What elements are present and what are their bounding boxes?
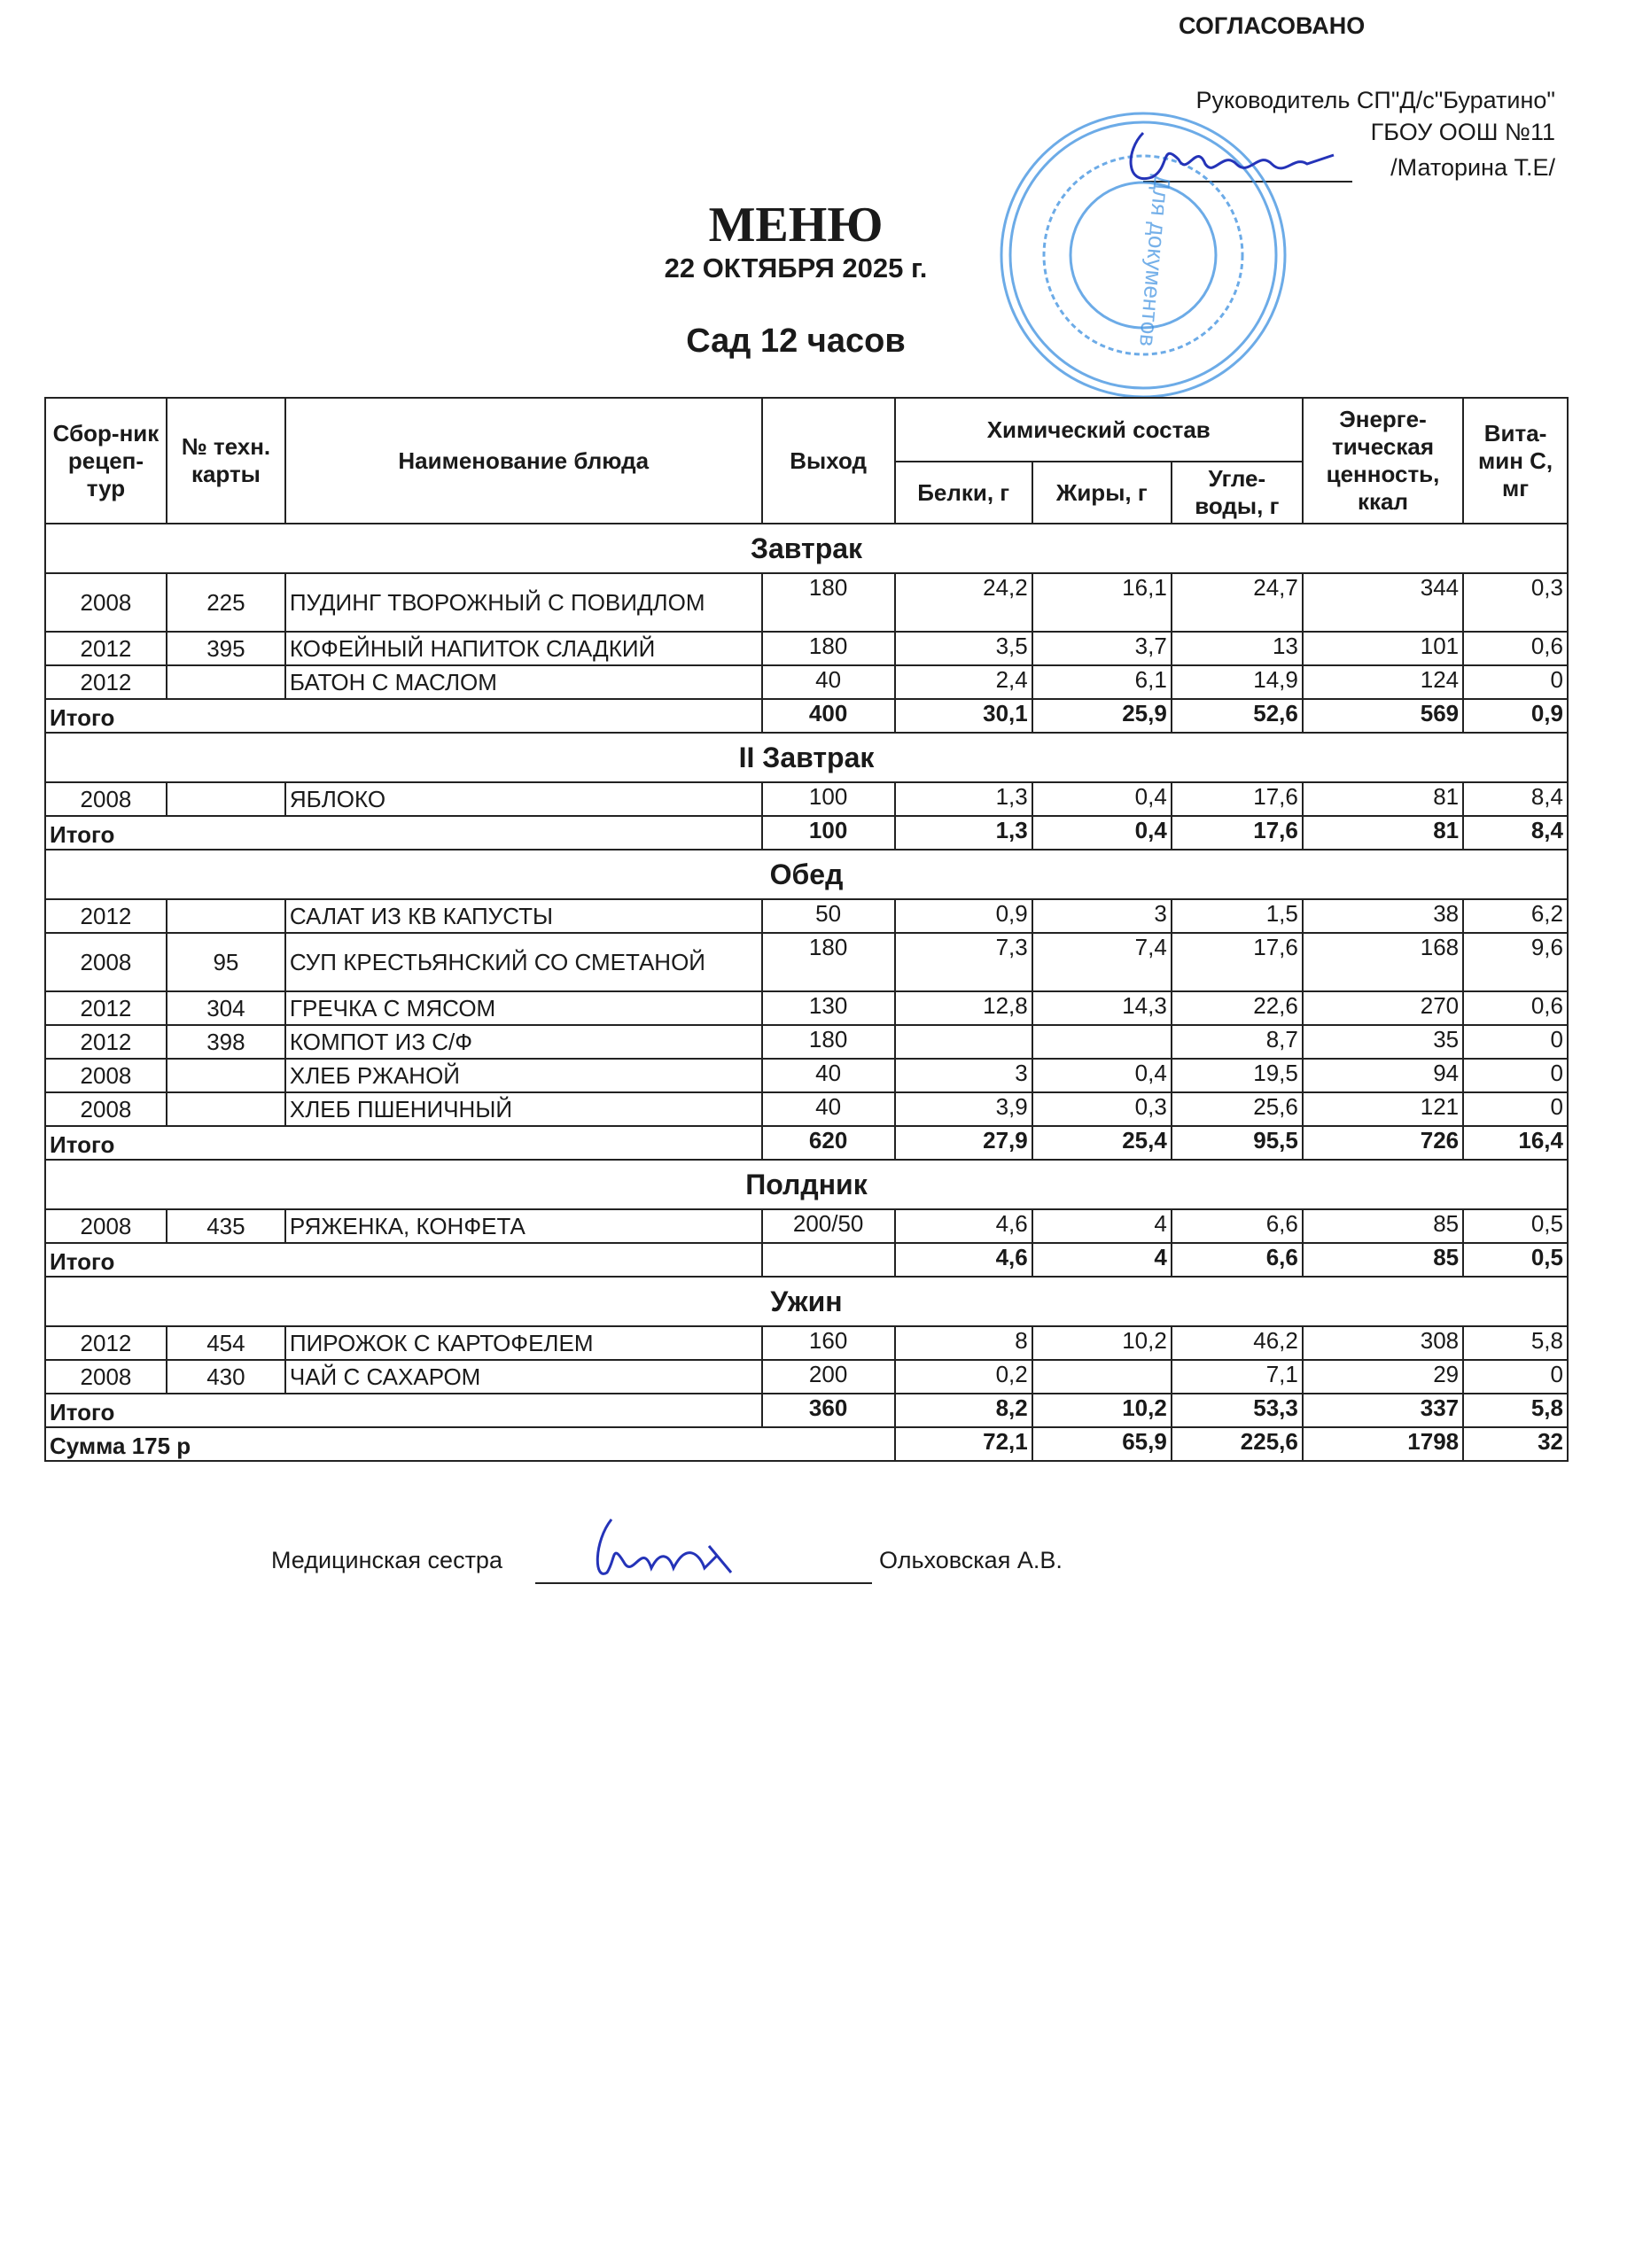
- cell-card: 395: [167, 632, 285, 665]
- total-vitc: 5,8: [1463, 1394, 1568, 1427]
- cell-dish: КОМПОТ ИЗ С/Ф: [285, 1025, 762, 1059]
- cell-yield: 200: [762, 1360, 895, 1394]
- cell-dish: БАТОН С МАСЛОМ: [285, 665, 762, 699]
- cell-vitc: 0: [1463, 665, 1568, 699]
- grand-total-label: Сумма 175 р: [45, 1427, 895, 1461]
- cell-vitc: 0: [1463, 1360, 1568, 1394]
- cell-protein: 0,9: [895, 899, 1032, 933]
- total-energy: 81: [1303, 816, 1463, 850]
- cell-carbs: 22,6: [1172, 991, 1303, 1025]
- total-carbs: 17,6: [1172, 816, 1303, 850]
- total-vitc: 8,4: [1463, 816, 1568, 850]
- cell-fat: [1032, 1025, 1172, 1059]
- cell-carbs: 46,2: [1172, 1326, 1303, 1360]
- cell-dish: ПУДИНГ ТВОРОЖНЫЙ С ПОВИДЛОМ: [285, 573, 762, 632]
- cell-collection: 2008: [45, 573, 167, 632]
- cell-fat: 16,1: [1032, 573, 1172, 632]
- menu-subtitle: Сад 12 часов: [686, 322, 906, 360]
- table-row: [45, 782, 1568, 816]
- cell-card: 430: [167, 1360, 285, 1394]
- total-carbs: 52,6: [1172, 699, 1303, 733]
- cell-energy: 94: [1303, 1059, 1463, 1092]
- page-title: МЕНЮ: [708, 198, 884, 252]
- approval-name: /Маторина Т.Е/: [1390, 154, 1555, 181]
- section-row: [45, 1277, 1568, 1326]
- cell-fat: 0,3: [1032, 1092, 1172, 1126]
- total-label: Итого: [45, 699, 762, 733]
- total-fat: 4: [1032, 1243, 1172, 1277]
- cell-energy: 81: [1303, 782, 1463, 816]
- cell-card: [167, 1092, 285, 1126]
- cell-dish: САЛАТ ИЗ КВ КАПУСТЫ: [285, 899, 762, 933]
- approval-label: СОГЛАСОВАНО: [1179, 12, 1366, 39]
- cell-fat: 0,4: [1032, 782, 1172, 816]
- cell-vitc: 0: [1463, 1025, 1568, 1059]
- total-yield: 100: [762, 816, 895, 850]
- total-vitc: 0,9: [1463, 699, 1568, 733]
- cell-dish: ЯБЛОКО: [285, 782, 762, 816]
- section-row: [45, 1160, 1568, 1209]
- cell-vitc: 0,5: [1463, 1209, 1568, 1243]
- cell-card: 304: [167, 991, 285, 1025]
- total-yield: [762, 1243, 895, 1277]
- cell-yield: 180: [762, 1025, 895, 1059]
- cell-fat: 7,4: [1032, 933, 1172, 991]
- cell-fat: 4: [1032, 1209, 1172, 1243]
- cell-yield: 40: [762, 1059, 895, 1092]
- total-label: Итого: [45, 1126, 762, 1160]
- cell-fat: [1032, 1360, 1172, 1394]
- cell-card: 435: [167, 1209, 285, 1243]
- cell-dish: ХЛЕБ ПШЕНИЧНЫЙ: [285, 1092, 762, 1126]
- nurse-label: Медицинская сестра: [271, 1547, 502, 1573]
- cell-carbs: 13: [1172, 632, 1303, 665]
- table-row: [45, 933, 1568, 991]
- cell-carbs: 1,5: [1172, 899, 1303, 933]
- header-collection: Сбор-ник рецеп-тур: [45, 398, 167, 524]
- grand-total-fat: 65,9: [1032, 1427, 1172, 1461]
- cell-card: 454: [167, 1326, 285, 1360]
- menu-date: 22 ОКТЯБРЯ 2025 г.: [664, 252, 928, 284]
- table-row: [45, 899, 1568, 933]
- cell-carbs: 25,6: [1172, 1092, 1303, 1126]
- cell-vitc: 8,4: [1463, 782, 1568, 816]
- cell-vitc: 0: [1463, 1059, 1568, 1092]
- cell-yield: 160: [762, 1326, 895, 1360]
- cell-carbs: 17,6: [1172, 933, 1303, 991]
- table-row: [45, 1360, 1568, 1394]
- total-carbs: 95,5: [1172, 1126, 1303, 1160]
- cell-collection: 2008: [45, 1360, 167, 1394]
- total-protein: 8,2: [895, 1394, 1032, 1427]
- total-vitc: 16,4: [1463, 1126, 1568, 1160]
- header-dish: Наименование блюда: [285, 398, 762, 524]
- cell-protein: 0,2: [895, 1360, 1032, 1394]
- cell-fat: 6,1: [1032, 665, 1172, 699]
- cell-yield: 100: [762, 782, 895, 816]
- total-protein: 27,9: [895, 1126, 1032, 1160]
- cell-collection: 2012: [45, 899, 167, 933]
- approval-organization: ГБОУ ООШ №11: [1370, 119, 1555, 145]
- cell-fat: 14,3: [1032, 991, 1172, 1025]
- cell-energy: 308: [1303, 1326, 1463, 1360]
- cell-collection: 2008: [45, 933, 167, 991]
- header-vitc: Вита-мин С, мг: [1463, 398, 1568, 524]
- cell-vitc: 6,2: [1463, 899, 1568, 933]
- total-energy: 569: [1303, 699, 1463, 733]
- cell-carbs: 14,9: [1172, 665, 1303, 699]
- total-protein: 1,3: [895, 816, 1032, 850]
- cell-protein: 4,6: [895, 1209, 1032, 1243]
- total-row: [45, 816, 1568, 850]
- cell-yield: 200/50: [762, 1209, 895, 1243]
- header-carbs: Угле-воды, г: [1172, 462, 1303, 524]
- cell-card: 225: [167, 573, 285, 632]
- cell-vitc: 0: [1463, 1092, 1568, 1126]
- cell-vitc: 0,6: [1463, 991, 1568, 1025]
- cell-dish: ПИРОЖОК С КАРТОФЕЛЕМ: [285, 1326, 762, 1360]
- table-row: [45, 665, 1568, 699]
- menu-table: [44, 397, 1569, 1462]
- cell-collection: 2012: [45, 632, 167, 665]
- cell-energy: 121: [1303, 1092, 1463, 1126]
- cell-vitc: 5,8: [1463, 1326, 1568, 1360]
- total-vitc: 0,5: [1463, 1243, 1568, 1277]
- table-row: [45, 632, 1568, 665]
- grand-total-energy: 1798: [1303, 1427, 1463, 1461]
- cell-carbs: 6,6: [1172, 1209, 1303, 1243]
- approval-position: Руководитель СП"Д/с"Буратино": [1195, 87, 1555, 113]
- total-energy: 337: [1303, 1394, 1463, 1427]
- cell-yield: 40: [762, 665, 895, 699]
- svg-text:Для документов: Для документов: [1134, 173, 1176, 348]
- cell-energy: 168: [1303, 933, 1463, 991]
- cell-fat: 10,2: [1032, 1326, 1172, 1360]
- section-title: Завтрак: [45, 524, 1568, 573]
- cell-collection: 2008: [45, 782, 167, 816]
- nurse-signature: [576, 1506, 789, 1586]
- total-energy: 85: [1303, 1243, 1463, 1277]
- cell-carbs: 19,5: [1172, 1059, 1303, 1092]
- table-row: [45, 1209, 1568, 1243]
- cell-carbs: 24,7: [1172, 573, 1303, 632]
- total-energy: 726: [1303, 1126, 1463, 1160]
- total-yield: 360: [762, 1394, 895, 1427]
- grand-total-vitc: 32: [1463, 1427, 1568, 1461]
- cell-carbs: 7,1: [1172, 1360, 1303, 1394]
- cell-dish: РЯЖЕНКА, КОНФЕТА: [285, 1209, 762, 1243]
- cell-protein: 8: [895, 1326, 1032, 1360]
- cell-card: [167, 782, 285, 816]
- section-title: Ужин: [45, 1277, 1568, 1326]
- cell-card: 398: [167, 1025, 285, 1059]
- grand-total-protein: 72,1: [895, 1427, 1032, 1461]
- cell-dish: ЧАЙ С САХАРОМ: [285, 1360, 762, 1394]
- menu-body: [45, 524, 1568, 1461]
- total-fat: 25,4: [1032, 1126, 1172, 1160]
- header-fat: Жиры, г: [1032, 462, 1172, 524]
- grand-total-row: [45, 1427, 1568, 1461]
- total-protein: 30,1: [895, 699, 1032, 733]
- total-row: [45, 699, 1568, 733]
- nurse-name: Ольховская А.В.: [879, 1547, 1063, 1573]
- cell-protein: 3: [895, 1059, 1032, 1092]
- total-fat: 10,2: [1032, 1394, 1172, 1427]
- total-carbs: 53,3: [1172, 1394, 1303, 1427]
- cell-carbs: 17,6: [1172, 782, 1303, 816]
- cell-card: [167, 899, 285, 933]
- header-protein: Белки, г: [895, 462, 1032, 524]
- section-row: [45, 850, 1568, 899]
- section-row: [45, 524, 1568, 573]
- cell-vitc: 9,6: [1463, 933, 1568, 991]
- cell-dish: ХЛЕБ РЖАНОЙ: [285, 1059, 762, 1092]
- section-title: Обед: [45, 850, 1568, 899]
- cell-protein: 7,3: [895, 933, 1032, 991]
- header-card: № техн. карты: [167, 398, 285, 524]
- cell-protein: 3,5: [895, 632, 1032, 665]
- total-row: [45, 1243, 1568, 1277]
- cell-protein: 12,8: [895, 991, 1032, 1025]
- director-signature: [1117, 115, 1347, 195]
- table-row: [45, 573, 1568, 632]
- cell-collection: 2012: [45, 991, 167, 1025]
- cell-dish: КОФЕЙНЫЙ НАПИТОК СЛАДКИЙ: [285, 632, 762, 665]
- total-fat: 0,4: [1032, 816, 1172, 850]
- cell-energy: 85: [1303, 1209, 1463, 1243]
- grand-total-carbs: 225,6: [1172, 1427, 1303, 1461]
- cell-yield: 180: [762, 933, 895, 991]
- cell-energy: 344: [1303, 573, 1463, 632]
- total-label: Итого: [45, 1394, 762, 1427]
- cell-energy: 124: [1303, 665, 1463, 699]
- total-row: [45, 1394, 1568, 1427]
- cell-protein: [895, 1025, 1032, 1059]
- table-row: [45, 1059, 1568, 1092]
- cell-card: 95: [167, 933, 285, 991]
- section-title: Полдник: [45, 1160, 1568, 1209]
- cell-vitc: 0,6: [1463, 632, 1568, 665]
- cell-collection: 2008: [45, 1059, 167, 1092]
- cell-yield: 50: [762, 899, 895, 933]
- total-row: [45, 1126, 1568, 1160]
- cell-energy: 29: [1303, 1360, 1463, 1394]
- section-title: II Завтрак: [45, 733, 1568, 782]
- cell-fat: 3: [1032, 899, 1172, 933]
- cell-protein: 2,4: [895, 665, 1032, 699]
- header-chem: Химический состав: [895, 398, 1303, 462]
- cell-fat: 3,7: [1032, 632, 1172, 665]
- cell-card: [167, 1059, 285, 1092]
- cell-protein: 3,9: [895, 1092, 1032, 1126]
- cell-fat: 0,4: [1032, 1059, 1172, 1092]
- section-row: [45, 733, 1568, 782]
- cell-protein: 24,2: [895, 573, 1032, 632]
- cell-yield: 130: [762, 991, 895, 1025]
- cell-energy: 38: [1303, 899, 1463, 933]
- total-yield: 620: [762, 1126, 895, 1160]
- cell-collection: 2008: [45, 1092, 167, 1126]
- table-row: [45, 991, 1568, 1025]
- table-row: [45, 1092, 1568, 1126]
- cell-energy: 270: [1303, 991, 1463, 1025]
- total-carbs: 6,6: [1172, 1243, 1303, 1277]
- cell-yield: 180: [762, 573, 895, 632]
- header-yield: Выход: [762, 398, 895, 524]
- cell-energy: 101: [1303, 632, 1463, 665]
- cell-vitc: 0,3: [1463, 573, 1568, 632]
- cell-card: [167, 665, 285, 699]
- cell-yield: 180: [762, 632, 895, 665]
- cell-protein: 1,3: [895, 782, 1032, 816]
- cell-collection: 2012: [45, 1326, 167, 1360]
- total-protein: 4,6: [895, 1243, 1032, 1277]
- total-yield: 400: [762, 699, 895, 733]
- cell-collection: 2008: [45, 1209, 167, 1243]
- header-energy: Энерге-тическая ценность, ккал: [1303, 398, 1463, 524]
- table-row: [45, 1326, 1568, 1360]
- cell-carbs: 8,7: [1172, 1025, 1303, 1059]
- total-label: Итого: [45, 1243, 762, 1277]
- cell-dish: ГРЕЧКА С МЯСОМ: [285, 991, 762, 1025]
- cell-collection: 2012: [45, 665, 167, 699]
- cell-collection: 2012: [45, 1025, 167, 1059]
- cell-yield: 40: [762, 1092, 895, 1126]
- total-label: Итого: [45, 816, 762, 850]
- cell-energy: 35: [1303, 1025, 1463, 1059]
- cell-dish: СУП КРЕСТЬЯНСКИЙ СО СМЕТАНОЙ: [285, 933, 762, 991]
- table-row: [45, 1025, 1568, 1059]
- total-fat: 25,9: [1032, 699, 1172, 733]
